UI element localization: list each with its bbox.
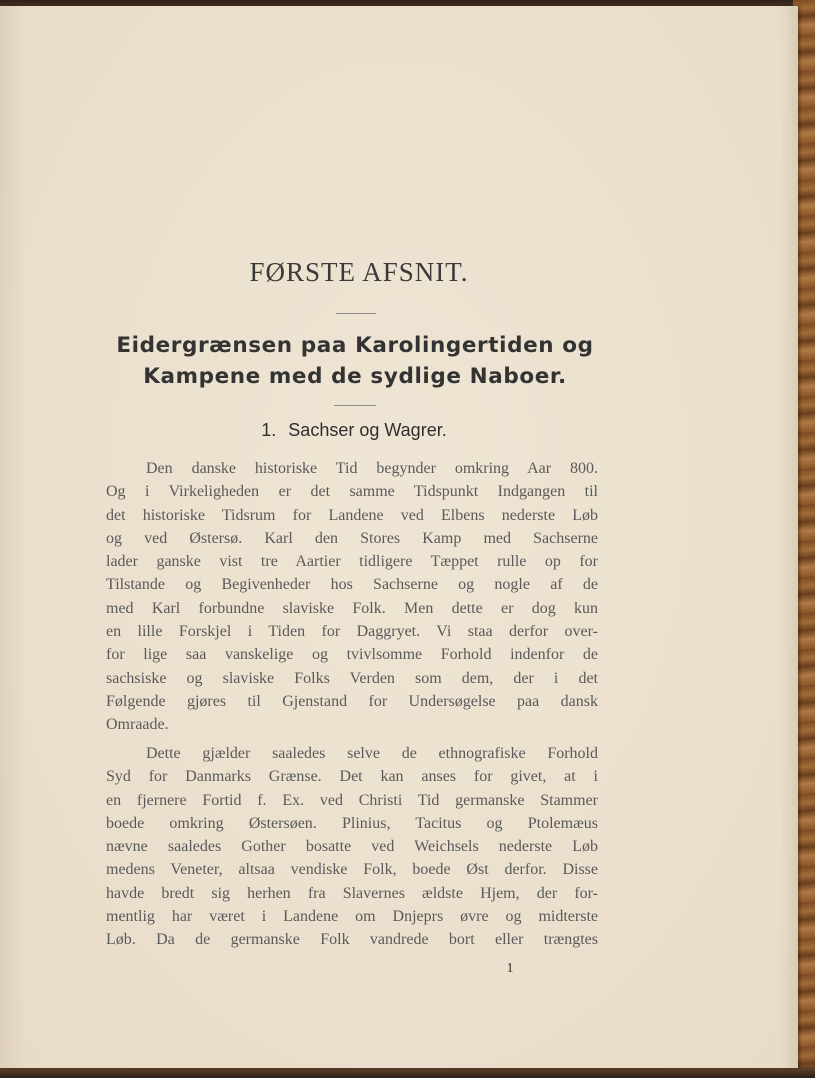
- subsection-number: 1.: [261, 420, 277, 440]
- text-line: lader ganske vist tre Aartier tidligere Tæppet rulle op for: [106, 553, 598, 571]
- text-line: Omraade.: [106, 716, 169, 734]
- text-line: for lige saa vanskelige og tvivlsomme Forhold indenfor de: [106, 646, 598, 664]
- text-line: boede omkring Østersøen. Plinius, Tacitus og Ptolemæus: [106, 814, 598, 832]
- text-line: en fjernere Fortid f. Ex. ved Christi Tid germanske Stammer: [106, 791, 598, 809]
- text-line: mentlig har været i Landene om Dnjeprs øvre og midterste: [106, 908, 598, 926]
- chapter-title-line: Kampene med de sydlige Naboer.: [143, 364, 567, 389]
- paragraph: [106, 457, 598, 737]
- chapter-title: [80, 330, 630, 392]
- text-line: Løb. Da de germanske Folk vandrede bort eller trængtes: [106, 931, 598, 949]
- paragraph: [106, 742, 598, 952]
- section-heading: FØRSTE AFSNIT.: [249, 257, 469, 287]
- text-line: sachsiske og slaviske Folks Verden som dem, der i det: [106, 669, 598, 687]
- text-line: med Karl forbundne slaviske Folk. Men dette er dog kun: [106, 599, 598, 617]
- text-line: Syd for Danmarks Grænse. Det kan anses for givet, at i: [106, 768, 598, 786]
- text-line: det historiske Tidsrum for Landene ved Elbens nederste Løb: [106, 506, 598, 524]
- chapter-title-line: Eidergrænsen paa Karolingertiden og: [116, 333, 594, 358]
- subsection-heading: [0, 420, 708, 441]
- book-page: [0, 6, 798, 1068]
- text-line: en lille Forskjel i Tiden for Daggryet. Vi staa derfor over-: [106, 623, 598, 641]
- divider-rule: [336, 313, 376, 314]
- page-number: 1: [506, 961, 514, 976]
- text-line: Tilstande og Begivenheder hos Sachserne og nogle af de: [106, 576, 598, 594]
- text-line: Følgende gjøres til Gjenstand for Undersøgelse paa dansk: [106, 692, 598, 710]
- divider-rule: [334, 405, 376, 406]
- text-line: Og i Virkeligheden er det samme Tidspunkt Indgangen til: [106, 483, 598, 501]
- text-line: medens Veneter, altsaa vendiske Folk, boede Øst derfor. Disse: [106, 861, 598, 879]
- text-line: Den danske historiske Tid begynder omkring Aar 800.: [146, 460, 598, 477]
- text-line: havde bredt sig herhen fra Slavernes ældste Hjem, der for-: [106, 884, 598, 902]
- text-line: Dette gjælder saaledes selve de ethnografiske Forhold: [146, 745, 598, 762]
- text-line: nævne saaledes Gother bosatte ved Weichsels nederste Løb: [106, 838, 598, 856]
- text-line: og ved Østersø. Karl den Stores Kamp med Sachserne: [106, 529, 598, 547]
- subsection-title: Sachser og Wagrer.: [288, 420, 447, 440]
